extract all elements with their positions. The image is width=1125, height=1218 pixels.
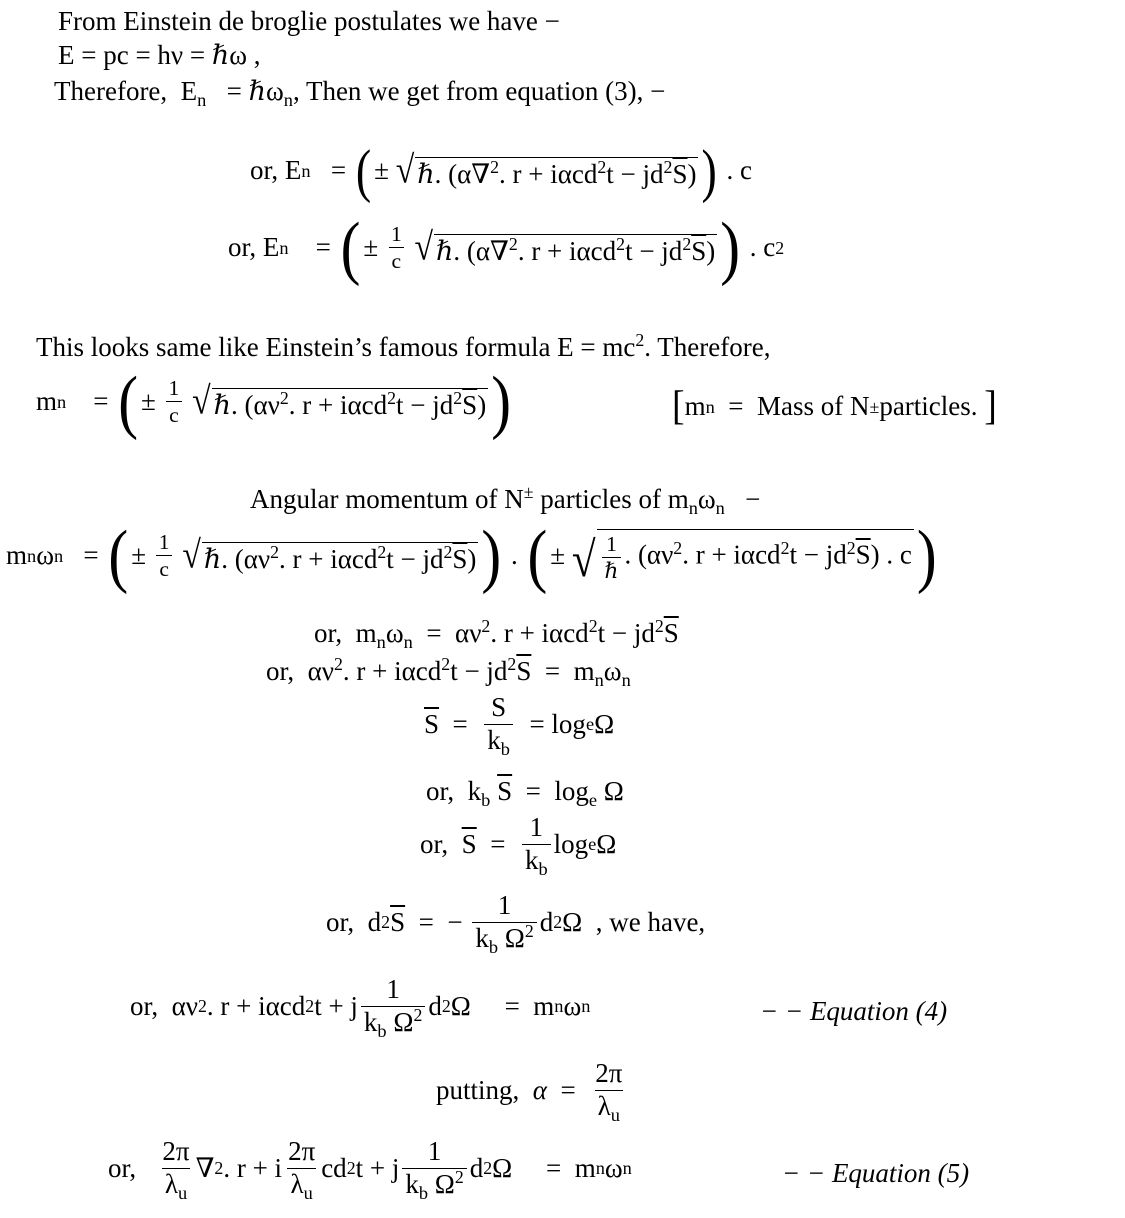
- mid-text-line: This looks same like Einstein’s famous formula $E = mc^2$. Therefore,: [36, 330, 771, 362]
- equation-line-b: or, $\alpha\nu^2$. $r + i\alpha cd^2t - jd^2\overline{S} = m_n\omega_n$: [266, 654, 631, 690]
- equation-5-label: − − Equation (5): [782, 1158, 970, 1188]
- equation-entropy-2: or, $k_b$ $\overline{S} = \log_e \Omega$: [426, 776, 624, 810]
- equation-4-label: − − Equation (4): [760, 996, 948, 1026]
- equation-4: or, αν 2 . r + iαcd 2 t + j $\frac{1}{k_b \Omega^2}$ d 2 Ω = m n ω n: [130, 974, 591, 1041]
- equation-mass: m n = ( ± $\frac{1}{c}$ √ ℏ. ($\alpha\nu^2$. $r + i\alpha cd^2t - jd^2\overline{S}$) ): [36, 361, 511, 441]
- equation-angular: m n ω n = ( ± $\frac{1}{c}$ √ ℏ. ($\alpha\nu^2$. $r + i\alpha cd^2t - jd^2\overline{S}$) ) . ( ± √ $\frac{1}{\text{ℏ}}$ . ($\alpha\nu^2$. $r + i\alpha cd^2t - jd^2\overline{S}$) . c ): [6, 515, 937, 595]
- equation-En-1: or, E n = ( ± √ ℏ. (α∇$^2$. $r + i\alpha cd^2t - jd^2\overline{S}$) ) . c: [250, 137, 752, 204]
- intro-therefore: Therefore,: [54, 76, 168, 106]
- mass-note: [ m n = Mass of N ± particles. ]: [672, 382, 997, 430]
- intro-text-1: From Einstein de broglie postulates we have −: [58, 6, 560, 36]
- equation-En-2: or, E n = ( ± $\frac{1}{c}$ √ ℏ. (α∇$^2$. $r + i\alpha cd^2t - jd^2\overline{S}$) ) . c 2: [228, 207, 785, 287]
- intro-line-3: Therefore, $E_n$ = ℏω$_n$, Then we get from equation (3), −: [54, 76, 666, 110]
- angular-heading: Angular momentum of N± particles of $m_n\omega_n$ −: [250, 482, 761, 518]
- intro-text-2: E = pc = hν = ℏω ,: [58, 40, 261, 70]
- equation-5: or, $\frac{2\pi}{\lambda_u}$ ∇ 2 . r + i $\frac{2\pi}{\lambda_u}$ cd 2 t + j $\frac{1}{k_b \Omega^2}$ d 2 Ω = m n ω n: [108, 1136, 632, 1203]
- equation-entropy-3: or, $\overline{S}$ = $\frac{1}{k_b}$ log e Ω: [420, 812, 617, 879]
- intro-line-1: [58, 8, 560, 35]
- equation-entropy-1: $\overline{S}$ = $\frac{S}{k_b}$ = log e Ω: [424, 692, 615, 759]
- equation-entropy-4: or, d 2 $\overline{S}$ = − $\frac{1}{k_b \Omega^2}$ d 2 Ω , we have,: [326, 890, 706, 957]
- intro-line-2: [58, 42, 261, 69]
- intro-text-3: , Then we get from equation (3), −: [292, 76, 666, 106]
- equation-putting: putting, α = $\frac{2\pi}{\lambda_u}$: [436, 1058, 623, 1125]
- equation-line-a: or, $m_n\omega_n = \alpha\nu^2$. $r + i\alpha cd^2t - jd^2\overline{S}$: [314, 616, 679, 652]
